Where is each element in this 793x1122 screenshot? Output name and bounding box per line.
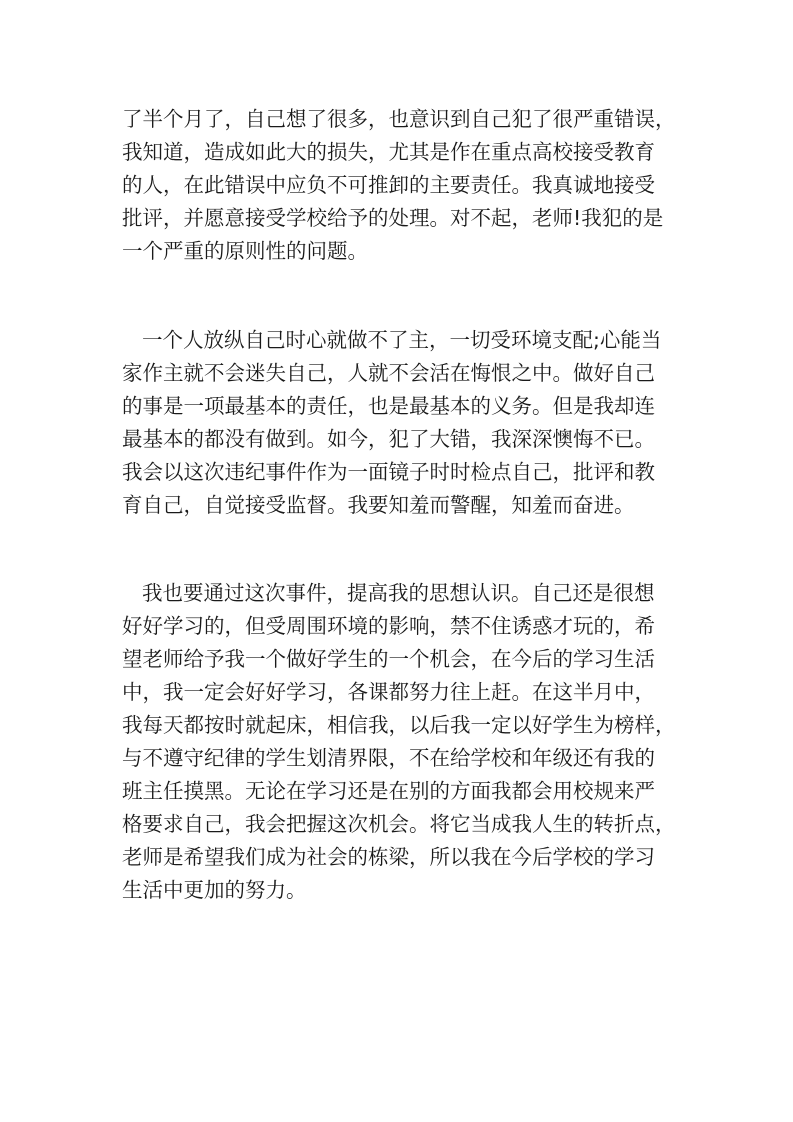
text-line: 的事是一项最基本的责任，也是最基本的义务。但是我却连	[122, 394, 655, 418]
text-line: 我也要通过这次事件，提高我的思想认识。自己还是很想	[142, 581, 655, 605]
paragraph-1	[122, 103, 678, 268]
text-line: 与不遵守纪律的学生划清界限，不在给学校和年级还有我的	[122, 746, 655, 770]
text-line: 班主任摸黑。无论在学习还是在别的方面我都会用校规来严	[122, 779, 655, 803]
text-line: 中，我一定会好好学习，各课都努力往上赶。在这半月中，	[122, 680, 655, 704]
text-line: 家作主就不会迷失自己，人就不会活在悔恨之中。做好自己	[122, 361, 655, 385]
text-line: 我每天都按时就起床，相信我，以后我一定以好学生为榜样，	[122, 713, 676, 737]
paragraph-3	[122, 577, 678, 907]
text-line: 好好学习的，但受周围环境的影响，禁不住诱惑才玩的，希	[122, 614, 655, 638]
text-line: 老师是希望我们成为社会的栋梁，所以我在今后学校的学习	[122, 845, 655, 869]
text-line: 一个严重的原则性的问题。	[122, 239, 368, 263]
text-line: 一个人放纵自己时心就做不了主，一切受环境支配;心能当	[142, 328, 662, 352]
text-line: 我知道，造成如此大的损失，尤其是作在重点高校接受教育	[122, 140, 655, 164]
text-line: 最基本的都没有做到。如今，犯了大错，我深深懊悔不已。	[122, 427, 655, 451]
text-line: 批评，并愿意接受学校给予的处理。对不起，老师!我犯的是	[122, 206, 664, 230]
text-line: 育自己，自觉接受监督。我要知羞而警醒，知羞而奋进。	[122, 493, 635, 517]
text-line: 的人，在此错误中应负不可推卸的主要责任。我真诚地接受	[122, 173, 655, 197]
text-line: 了半个月了，自己想了很多，也意识到自己犯了很严重错误，	[122, 107, 676, 131]
text-line: 格要求自己，我会把握这次机会。将它当成我人生的转折点，	[122, 812, 676, 836]
text-line: 望老师给予我一个做好学生的一个机会，在今后的学习生活	[122, 647, 655, 671]
paragraph-2	[122, 324, 678, 522]
text-line: 生活中更加的努力。	[122, 878, 307, 902]
text-line: 我会以这次违纪事件作为一面镜子时时检点自己，批评和教	[122, 460, 655, 484]
